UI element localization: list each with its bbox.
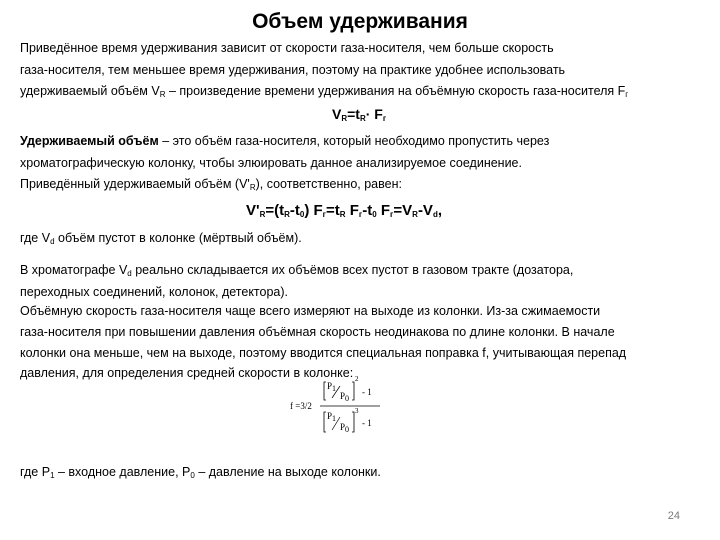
formula3-num-p0	[340, 391, 349, 401]
p2-line-2: хроматографическую колонку, чтобы элюировать данное анализируемое соединение.	[20, 156, 522, 170]
p4-line-1-sub-d: d	[127, 269, 132, 278]
f2-s6: г	[358, 210, 363, 219]
f2-p3: -t	[289, 202, 300, 219]
formula3-den-minus: - 1	[362, 418, 372, 428]
p3-text-a: где V	[20, 231, 51, 245]
p4-line-5: колонки она меньше, чем на выходе, поэтому вводится специальная поправка f, учитывающая перепад	[20, 346, 627, 360]
page-number: 24	[667, 510, 680, 522]
f2-p11: ,	[437, 202, 442, 219]
formula3-den-exp: 3	[355, 407, 359, 415]
p5-sub-0: 0	[190, 471, 195, 480]
formula3-den-ds: 0	[345, 425, 350, 434]
p5-text-c: – давление на выходе колонки.	[194, 465, 381, 479]
f2-p8: F	[376, 202, 391, 219]
f2-s5: R	[339, 210, 346, 219]
formula3-lhs: f =3/2	[290, 401, 312, 411]
num-left-bracket	[324, 382, 326, 400]
p3-text-b: объём пустот в колонке (мёртвый объём).	[54, 231, 302, 245]
p2-line-3-text-b: ), соответственно, равен:	[255, 177, 402, 191]
p3-line	[20, 231, 302, 245]
p4-line-6: давления, для определения средней скорости в колонке:	[20, 366, 354, 380]
p4-line-1	[20, 263, 573, 277]
f2-s2: R	[284, 210, 290, 219]
formula1-b: =t	[347, 106, 360, 122]
formula3-den-p0	[340, 422, 349, 432]
formula3-num-d: P	[340, 391, 346, 401]
p4-line-1-text-b: реально складывается их объёмов всех пустот в газовом тракте (дозатора,	[131, 263, 574, 277]
p5-line	[20, 465, 381, 479]
p2-line-1-rest: – это объём газа-носителя, который необходимо пропустить через	[158, 134, 550, 148]
p1-line-2: газа-носителя, тем меньшее время удерживания, поэтому на практике удобнее использовать	[20, 63, 566, 77]
p4-line-1-text-a: В хроматографе V	[20, 263, 128, 277]
formula-correction-factor	[288, 375, 388, 438]
f2-s8: г	[390, 210, 394, 219]
f2-p7: -t	[362, 202, 373, 219]
f2-p5: =t	[326, 202, 340, 219]
num-right-bracket	[352, 382, 354, 400]
p1-line-3-text-a: удерживаемый объём V	[20, 84, 160, 98]
p2-term: Удерживаемый объём	[20, 134, 159, 148]
p3-sub-d: d	[50, 237, 55, 246]
f2-p9: =V	[393, 202, 413, 219]
formula3-num-p: P	[327, 381, 333, 391]
p1-line-3-text-b: – произведение времени удерживания на объёмную скорость газа-носителя F	[165, 84, 626, 98]
p4-line-2: переходных соединений, колонок, детектора).	[20, 285, 288, 299]
p5-sub-1: 1	[50, 471, 55, 480]
formula3-den-ps: 1	[332, 414, 337, 423]
p5-text-a: где P	[20, 465, 51, 479]
f2-p2: =(t	[265, 202, 285, 219]
formula3-num-exp: 2	[355, 375, 359, 383]
formula1-cs: г	[382, 114, 387, 123]
p1-line-1: Приведённое время удерживания зависит от скорости газа-носителя, чем больше скорость	[20, 41, 554, 55]
formula1-a: V	[332, 106, 342, 122]
p2-line-3-sub-r: R	[249, 183, 256, 192]
f2-p4: ) F	[304, 202, 323, 219]
formula3-num-ds: 0	[345, 394, 350, 403]
formula3-num-p1	[327, 381, 336, 391]
formula1-c: · F	[365, 106, 383, 122]
f2-p10: -V	[417, 202, 433, 219]
p4-line-4: газа-носителя при повышении давления объёмная скорость неодинакова по длине колонки. В начале	[20, 325, 615, 339]
formula-adjusted-retention-volume	[246, 202, 442, 219]
formula3-den-p1	[327, 411, 336, 421]
den-right-bracket	[352, 412, 354, 432]
f2-p6: F	[345, 202, 359, 219]
p5-text-b: – входное давление, P	[54, 465, 191, 479]
f2-s3: 0	[299, 210, 305, 219]
f2-s4: г	[322, 210, 327, 219]
p1-line-3-sub-r: R	[159, 90, 166, 99]
den-left-bracket	[324, 412, 326, 432]
formula-retention-volume	[332, 106, 386, 122]
f2-s9: R	[412, 210, 418, 219]
p2-line-3-text-a: Приведённый удерживаемый объём (V'	[20, 177, 250, 191]
p4-line-3: Объёмную скорость газа-носителя чаще всего измеряют на выходе из колонки. Из-за сжимаемости	[20, 304, 601, 318]
f2-s1: R	[259, 210, 266, 219]
f2-s7: 0	[372, 210, 377, 219]
slide-title: Объем удерживания	[252, 10, 468, 33]
formula1-bs: R	[359, 114, 366, 123]
p1-line-3-sub-g: г	[625, 90, 629, 99]
p1-line-3	[20, 84, 628, 98]
formula3-den-p: P	[327, 411, 333, 421]
p2-line-3	[20, 177, 402, 191]
formula3-num-ps: 1	[332, 384, 337, 393]
formula3-den-d: P	[340, 422, 346, 432]
formula1-as: R	[341, 114, 348, 123]
f2-p1: V'	[246, 202, 260, 219]
formula3-num-minus: - 1	[362, 387, 372, 397]
f2-s10: d	[432, 210, 438, 219]
p2-line-1	[20, 134, 549, 148]
